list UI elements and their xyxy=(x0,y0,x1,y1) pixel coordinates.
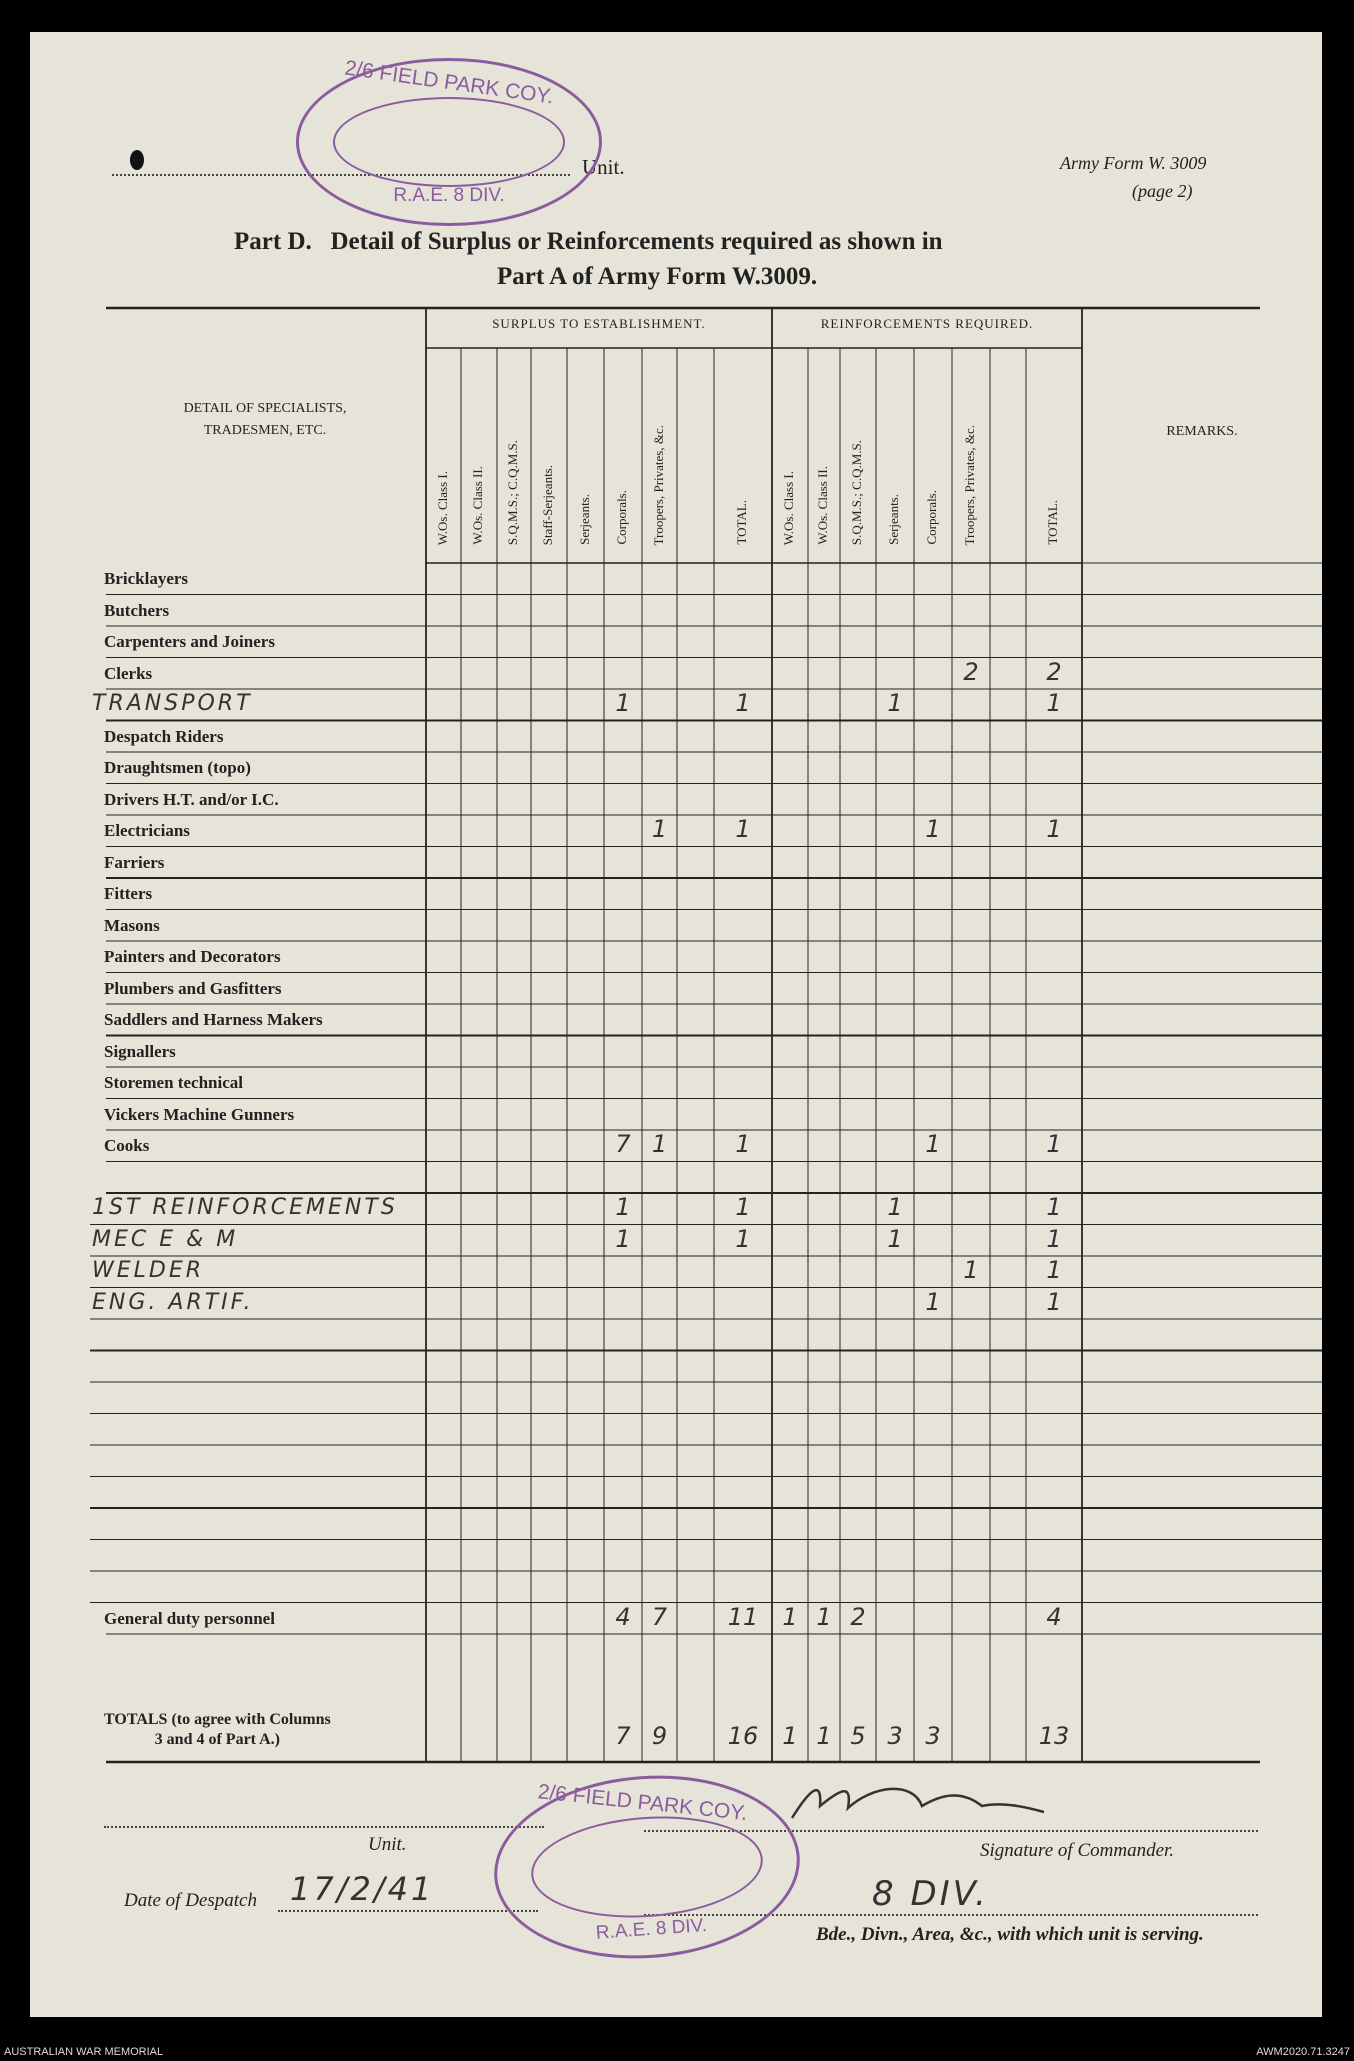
row-label: Butchers xyxy=(104,600,170,620)
row-label: MEC E & M xyxy=(92,1226,239,1252)
row-cell: 2 xyxy=(1046,657,1062,686)
row-label: Clerks xyxy=(104,663,153,683)
group-reinforcements: REINFORCEMENTS REQUIRED. xyxy=(820,316,1034,331)
reinf-col-header: Troopers, Privates, &c. xyxy=(962,424,977,545)
row-label: General duty personnel xyxy=(104,1608,275,1628)
unit-footer-line xyxy=(104,1826,544,1828)
unit-footer-label: Unit. xyxy=(368,1834,407,1855)
row-label: Plumbers and Gasfitters xyxy=(104,978,282,998)
reinf-col-header: Corporals. xyxy=(924,490,939,545)
row-label: TRANSPORT xyxy=(92,691,253,716)
row-label: Electricians xyxy=(104,821,190,840)
row-cell: 1 xyxy=(735,815,751,843)
row-cell: 1 xyxy=(1046,1130,1062,1158)
row-label: Cooks xyxy=(104,1136,150,1155)
signature-mark xyxy=(782,1776,1052,1826)
row-cell: 1 xyxy=(615,1193,631,1221)
row-cell: 2 xyxy=(850,1602,866,1631)
row-cell: 1 xyxy=(816,1602,832,1631)
group-surplus: SURPLUS TO ESTABLISHMENT. xyxy=(492,316,706,331)
row-label: Masons xyxy=(104,915,160,935)
row-cell: 2 xyxy=(963,657,979,686)
surplus-col-header: Troopers, Privates, &c. xyxy=(650,424,666,545)
row-cell: 1 xyxy=(887,1193,903,1221)
row-cell: 1 xyxy=(735,1224,751,1253)
form-title-line1: Part D. Detail of Surplus or Reinforcements required as shown in xyxy=(234,228,943,255)
surplus-col-header: S.Q.M.S.; C.Q.M.S. xyxy=(505,439,520,545)
date-value: 17/2/41 xyxy=(290,1870,435,1908)
date-line xyxy=(278,1910,538,1912)
row-cell: 1 xyxy=(925,1287,941,1316)
row-cell: 1 xyxy=(925,1130,941,1158)
row-cell: 1 xyxy=(735,1193,751,1221)
totals-cell: 1 xyxy=(816,1722,832,1750)
row-label: Fitters xyxy=(104,884,153,903)
row-cell: 1 xyxy=(1046,1287,1062,1316)
surplus-col-header: TOTAL. xyxy=(734,500,749,545)
row-label: Despatch Riders xyxy=(104,726,224,746)
row-cell: 11 xyxy=(727,1602,759,1631)
stamp-top-text: 2/6 FIELD PARK COY. xyxy=(343,56,555,109)
totals-cell: 16 xyxy=(727,1722,759,1750)
header-remarks: REMARKS. xyxy=(1166,424,1238,439)
row-label: 1ST REINFORCEMENTS xyxy=(92,1195,398,1220)
row-cell: 7 xyxy=(615,1130,631,1158)
totals-cell: 3 xyxy=(925,1722,941,1750)
reinf-col-header: TOTAL. xyxy=(1045,500,1060,545)
totals-cell: 3 xyxy=(887,1722,903,1750)
stamp2-bottom-text: R.A.E. 8 DIV. xyxy=(595,1914,708,1944)
date-label: Date of Despatch xyxy=(124,1890,257,1911)
reinf-col-header: S.Q.M.S.; C.Q.M.S. xyxy=(849,439,864,545)
row-label: Farriers xyxy=(104,852,165,872)
row-label: Vickers Machine Gunners xyxy=(104,1104,295,1124)
surplus-col-header: W.Os. Class II. xyxy=(470,466,485,545)
row-label: Storemen technical xyxy=(104,1073,243,1092)
archive-id: AWM2020.71.3247 xyxy=(1256,2046,1350,2058)
totals-cell: 1 xyxy=(782,1722,798,1750)
row-label: Drivers H.T. and/or I.C. xyxy=(104,789,279,809)
row-cell: 1 xyxy=(735,1130,751,1158)
surplus-col-header: Staff-Serjeants. xyxy=(540,464,555,545)
row-label: WELDER xyxy=(92,1258,205,1283)
row-label: ENG. ARTIF. xyxy=(92,1289,254,1315)
row-label: Painters and Decorators xyxy=(104,947,281,966)
row-cell: 1 xyxy=(615,689,631,717)
row-cell: 1 xyxy=(1046,1193,1062,1221)
row-label: Bricklayers xyxy=(104,569,189,588)
page-ref: (page 2) xyxy=(1132,181,1193,201)
formation-label: Bde., Divn., Area, &c., with which unit is serving. xyxy=(816,1924,1204,1945)
totals-cell: 13 xyxy=(1038,1722,1070,1750)
unit-label: Unit. xyxy=(582,155,625,179)
row-label: Draughtsmen (topo) xyxy=(104,758,251,777)
surplus-col-header: Serjeants. xyxy=(576,494,592,545)
reinf-col-header: W.Os. Class II. xyxy=(815,466,830,545)
form-title-line2: Part A of Army Form W.3009. xyxy=(497,263,818,290)
row-cell: 1 xyxy=(782,1602,798,1631)
row-cell: 1 xyxy=(1046,689,1062,717)
row-cell: 1 xyxy=(1046,1224,1062,1253)
row-cell: 1 xyxy=(735,689,751,717)
row-cell: 1 xyxy=(963,1256,979,1284)
row-cell: 1 xyxy=(615,1224,631,1253)
formation-value: 8 DIV. xyxy=(872,1874,989,1914)
hole-punch-mark xyxy=(130,150,144,170)
row-cell: 1 xyxy=(925,815,941,843)
row-cell: 1 xyxy=(651,1130,668,1158)
row-cell: 4 xyxy=(1046,1602,1062,1631)
row-label: Saddlers and Harness Makers xyxy=(104,1010,323,1029)
header-detail: DETAIL OF SPECIALISTS, TRADESMEN, ETC. xyxy=(183,401,347,438)
reinf-col-header: W.Os. Class I. xyxy=(781,470,796,545)
row-cell: 1 xyxy=(651,815,668,843)
row-cell: 1 xyxy=(887,1224,903,1253)
row-cell: 1 xyxy=(1046,1256,1062,1284)
surplus-col-header: W.Os. Class I. xyxy=(434,470,450,545)
reinf-col-header: Serjeants. xyxy=(886,494,901,545)
surplus-col-header: Corporals. xyxy=(614,490,629,545)
row-label: Signallers xyxy=(104,1041,176,1061)
row-cell: 4 xyxy=(615,1602,631,1631)
totals-cell: 5 xyxy=(850,1722,866,1750)
stamp-bottom-text: R.A.E. 8 DIV. xyxy=(393,185,505,206)
row-cell: 7 xyxy=(651,1602,668,1631)
row-label: Carpenters and Joiners xyxy=(104,632,275,651)
totals-cell: 7 xyxy=(615,1722,631,1750)
totals-cell: 9 xyxy=(651,1722,668,1750)
archive-credit: AUSTRALIAN WAR MEMORIAL xyxy=(4,2046,164,2058)
row-cell: 1 xyxy=(887,689,903,717)
row-cell: 1 xyxy=(1046,815,1062,843)
form-id: Army Form W. 3009 xyxy=(1060,153,1207,173)
totals-label: TOTALS (to agree with Columns 3 and 4 of Part A.) xyxy=(104,1711,331,1748)
stamp2-top-text: 2/6 FIELD PARK COY. xyxy=(536,1780,749,1826)
signature-label: Signature of Commander. xyxy=(980,1840,1175,1861)
